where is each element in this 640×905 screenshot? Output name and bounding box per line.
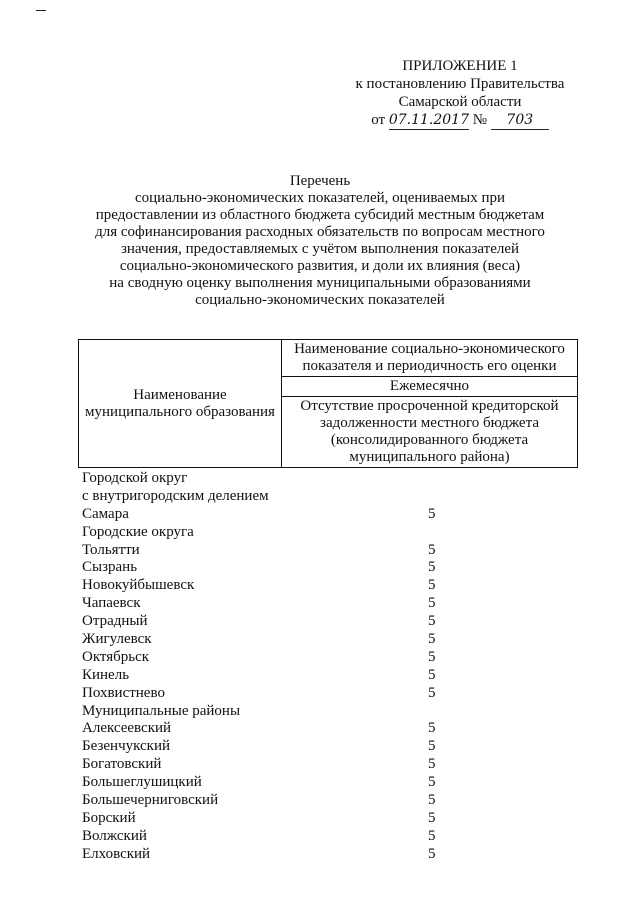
table-row: [82, 667, 502, 685]
table-row: [82, 738, 502, 756]
indicator-weight: 5: [428, 792, 436, 809]
annex-title: ПРИЛОЖЕНИЕ 1: [402, 58, 518, 74]
annex-block: [330, 57, 590, 130]
column-indicator-header: Наименование социально-экономического показателя и периодичность его оценки: [282, 340, 578, 377]
municipality-name: Похвистнево: [82, 684, 165, 701]
municipality-name: Сызрань: [82, 559, 138, 576]
indicator-weight: 5: [428, 684, 436, 701]
heading-line: Перечень: [289, 173, 351, 189]
municipality-name: Городской округ: [82, 470, 188, 486]
municipality-name: Елховский: [82, 845, 151, 862]
column-municipality-header: Наименование муниципального образования: [79, 340, 282, 468]
indicator-weight: 5: [428, 648, 436, 665]
municipality-name: Волжский: [82, 827, 147, 844]
document-heading: [60, 173, 580, 309]
scan-corner-mark: [36, 10, 46, 15]
table-row: [82, 506, 502, 524]
municipality-name: Новокуйбышевск: [82, 577, 195, 594]
heading-line: на сводную оценку выполнения муниципальными образованиями: [109, 275, 531, 291]
municipality-name: Самара: [82, 505, 129, 522]
indicator-weight: 5: [428, 827, 436, 844]
indicator-weight: 5: [428, 774, 436, 791]
annex-line-1: к постановлению Правительства: [355, 76, 565, 92]
municipality-name: Муниципальные районы: [82, 702, 241, 719]
table-row: [82, 685, 502, 703]
municipality-name: Богатовский: [82, 756, 162, 773]
municipality-name: Жигулевск: [82, 631, 152, 648]
table-row: [82, 470, 502, 488]
municipality-name: Большечерниговский: [82, 792, 219, 809]
table-row: [82, 524, 502, 542]
indicator-weight: 5: [428, 845, 436, 862]
table-row: [82, 559, 502, 577]
number-prefix: №: [472, 112, 488, 128]
heading-line: для софинансирования расходных обязательств по вопросам местного: [95, 224, 545, 240]
indicator-weight: 5: [428, 809, 436, 826]
number-field: 703: [491, 111, 549, 130]
heading-line: социально-экономического развития, и доли их влияния (веса): [119, 258, 521, 274]
table-row: [82, 720, 502, 738]
heading-line: предоставлении из областного бюджета субсидий местным бюджетам: [95, 207, 545, 223]
annex-date-number-line: [330, 111, 590, 130]
municipality-name: Городские округа: [82, 523, 194, 540]
municipality-name: Безенчукский: [82, 738, 171, 755]
municipality-list: [82, 470, 502, 864]
heading-line: социально-экономических показателей: [195, 292, 445, 308]
table-row: [82, 703, 502, 721]
municipality-name: Чапаевск: [82, 595, 141, 612]
heading-line: значения, предоставляемых с учётом выполнения показателей: [120, 241, 520, 257]
indicator-weight: 5: [428, 756, 436, 773]
municipality-name: с внутригородским делением: [82, 487, 269, 504]
indicator-weight: 5: [428, 613, 436, 630]
indicator-weight: 5: [428, 738, 436, 755]
indicator-weight: 5: [428, 559, 436, 576]
table-row: [82, 846, 502, 864]
indicator-name-cell: Отсутствие просроченной кредиторской задолженности местного бюджета (консолидированного бюджета муниципального района): [282, 397, 578, 468]
indicator-weight: 5: [428, 631, 436, 648]
table-row: [82, 828, 502, 846]
table-row: [82, 631, 502, 649]
indicator-table-header: [78, 339, 578, 468]
municipality-name: Борский: [82, 809, 136, 826]
table-row: [82, 542, 502, 560]
date-field: 07.11.2017: [388, 112, 469, 128]
table-row: [82, 595, 502, 613]
table-row: [82, 810, 502, 828]
table-row: [82, 756, 502, 774]
table-row: [82, 774, 502, 792]
indicator-weight: 5: [428, 505, 436, 522]
periodicity-cell: Ежемесячно: [282, 377, 578, 397]
heading-line: социально-экономических показателей, оцениваемых при: [134, 190, 505, 206]
table-row: [82, 488, 502, 506]
table-row: [82, 649, 502, 667]
municipality-name: Кинель: [82, 666, 130, 683]
indicator-weight: 5: [428, 541, 436, 558]
municipality-name: Алексеевский: [82, 720, 172, 737]
municipality-name: Тольятти: [82, 541, 140, 558]
indicator-weight: 5: [428, 666, 436, 683]
annex-line-2: Самарской области: [398, 94, 522, 110]
indicator-weight: 5: [428, 577, 436, 594]
indicator-weight: 5: [428, 595, 436, 612]
indicator-weight: 5: [428, 720, 436, 737]
table-row: [82, 613, 502, 631]
municipality-name: Отрадный: [82, 613, 148, 630]
date-prefix: от: [371, 112, 386, 128]
table-row: [82, 577, 502, 595]
table-row: [82, 792, 502, 810]
municipality-name: Большеглушицкий: [82, 774, 202, 791]
municipality-name: Октябрьск: [82, 648, 150, 665]
